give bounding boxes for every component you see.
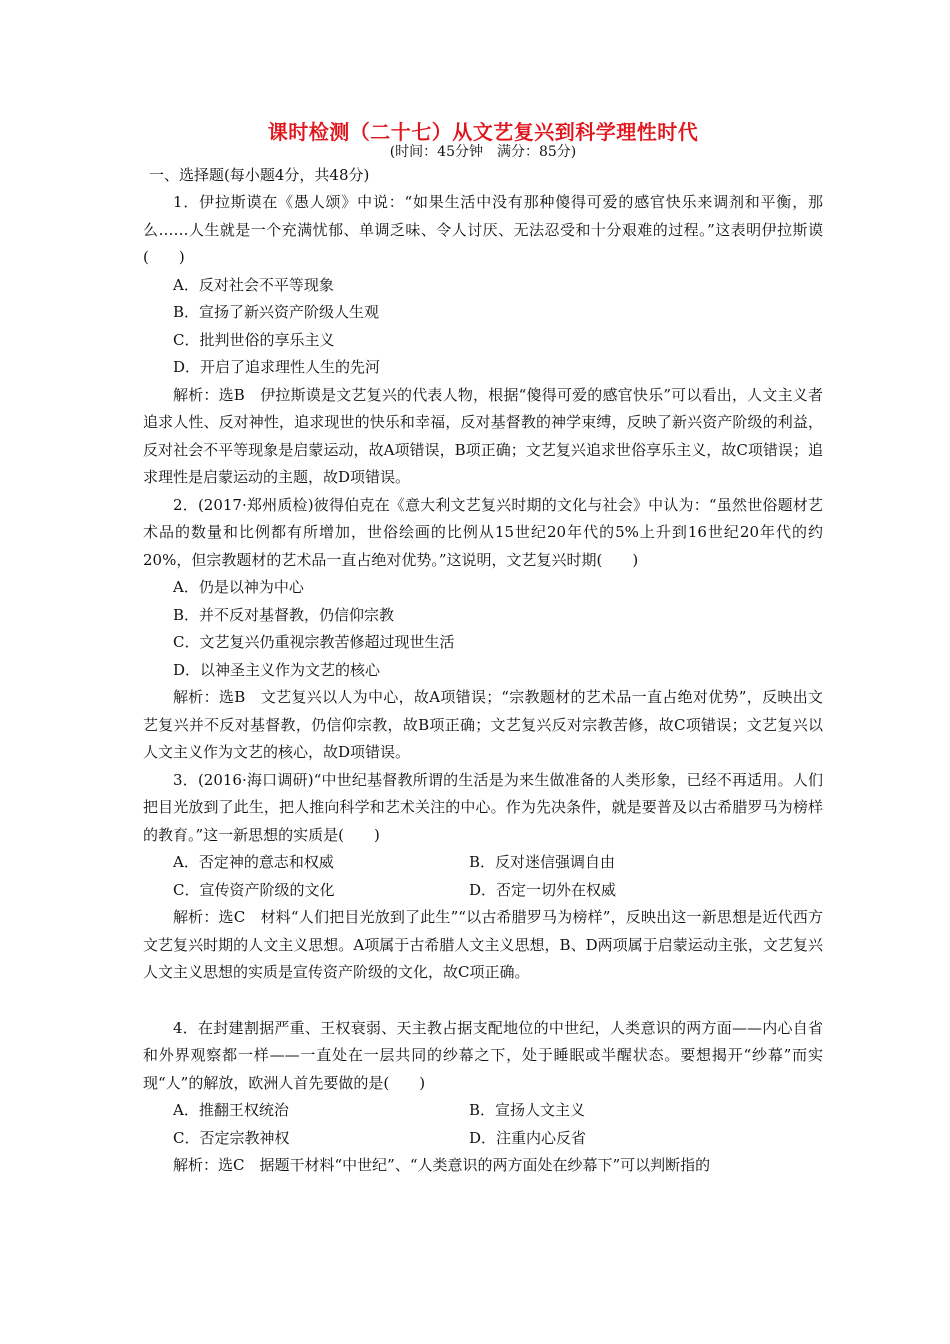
option-a: A．推翻王权统治 [173,1101,289,1119]
question-1 [143,189,823,492]
option-c: C．批判世俗的享乐主义 [173,330,335,349]
question-stem: 3．(2016·海口调研)“中世纪基督教所谓的生活是为来生做准备的人类形象，已经不再适用。人们把目光放到了此生，把人推向科学和艺术关注的中心。作为先决条件，就是要普及以古希腊罗马为榜样的教育。”这一新思想的实质是( ) [143,770,823,844]
analysis-text: 解析：选B 伊拉斯谟是文艺复兴的代表人物，根据“傻得可爱的感官快乐”可以看出，人文主义者追求人性、反对神性，追求现世的快乐和幸福，反对基督教的神学束缚，反映了新兴资产阶级的利益，反对社会不平等现象是启蒙运动，故A项错误，B项正确；文艺复兴追求世俗享乐主义，故C项错误；追求理性是启蒙运动的主题，故D项错误。 [143,385,823,486]
spacer [143,987,823,1015]
question-stem: 1．伊拉斯谟在《愚人颂》中说：“如果生活中没有那种傻得可爱的感官快乐来调剂和平衡，那么……人生就是一个充满忧郁、单调乏味、令人讨厌、无法忍受和十分艰难的过程。”这表明伊拉斯谟( ) [143,193,823,266]
option-a: A．反对社会不平等现象 [173,275,334,294]
option-d: D．开启了追求理性人生的先河 [173,358,381,376]
option-b: B．反对迷信强调自由 [469,853,616,871]
question-2 [143,492,823,767]
option-c: C．否定宗教神权 [173,1128,290,1147]
option-b: B．宣扬了新兴资产阶级人生观 [173,303,380,321]
option-b: B．宣扬人文主义 [469,1101,586,1119]
section-heading: 一、选择题(每小题4分，共48分) [149,166,370,184]
option-d: D．否定一切外在权威 [469,880,617,899]
analysis-text: 解析：选C 据题干材料“中世纪”、“人类意识的两方面处在纱幕下”可以判断指的 [173,1156,711,1174]
option-b: B．并不反对基督教，仍信仰宗教 [173,605,395,624]
document-page [143,118,823,1180]
question-stem: 2．(2017·郑州质检)彼得伯克在《意大利文艺复兴时期的文化与社会》中认为：“虽然世俗题材艺术品的数量和比例都有所增加，世俗绘画的比例从15世纪20年代的5%上升到16世纪20年代的约20%，但宗教题材的艺术品一直占绝对优势。”这说明，文艺复兴时期( ) [143,495,823,569]
page-title: 课时检测（二十七）从文艺复兴到科学理性时代 [267,120,699,144]
options-row [143,849,823,877]
analysis-text: 解析：选C 材料“人们把目光放到了此生”“以古希腊罗马为榜样”，反映出这一新思想是近代西方文艺复兴时期的人文主义思想。A项属于古希腊人文主义思想，B、D两项属于启蒙运动主张，文艺复兴人文主义思想的实质是宣传资产阶级的文化，故C项正确。 [143,908,823,981]
options-row [143,877,823,905]
option-a: A．否定神的意志和权威 [173,853,334,871]
page-subtitle: (时间：45分钟 满分：85分) [389,144,577,160]
question-3 [143,767,823,987]
options-row [143,1125,823,1153]
option-c: C．宣传资产阶级的文化 [173,880,335,899]
option-d: D．注重内心反省 [469,1128,587,1147]
option-a: A．仍是以神为中心 [173,578,304,596]
question-4 [143,1015,823,1180]
option-d: D．以神圣主义作为文艺的核心 [173,660,381,679]
question-stem: 4．在封建割据严重、王权衰弱、天主教占据支配地位的中世纪，人类意识的两方面——内心自省和外界观察都一样——一直处在一层共同的纱幕之下，处于睡眠或半醒状态。要想揭开“纱幕”而实现“人”的解放，欧洲人首先要做的是( ) [143,1018,823,1092]
analysis-text: 解析：选B 文艺复兴以人为中心，故A项错误；“宗教题材的艺术品一直占绝对优势”，反映出文艺复兴并不反对基督教，仍信仰宗教，故B项正确；文艺复兴反对宗教苦修，故C项错误；文艺复兴以人文主义作为文艺的核心，故D项错误。 [143,688,823,761]
options-row [143,1097,823,1125]
option-c: C．文艺复兴仍重视宗教苦修超过现世生活 [173,633,455,651]
